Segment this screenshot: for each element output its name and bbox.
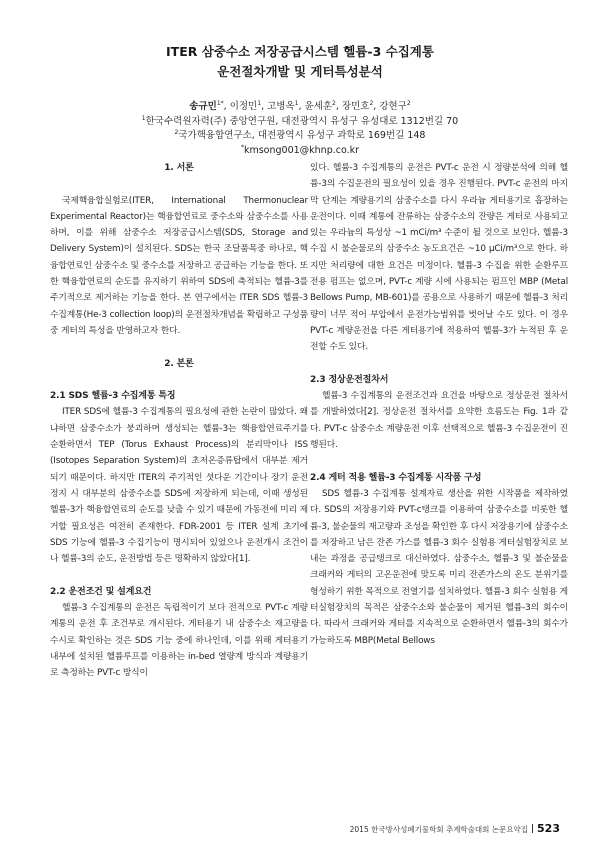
author-sup: 1*	[216, 99, 224, 107]
author-sup: 2	[332, 99, 336, 107]
affiliation-2	[0, 129, 600, 144]
page-number: 523	[537, 822, 560, 835]
email-sup: *	[240, 143, 244, 151]
section-heading-intro: 1. 서론	[164, 163, 194, 173]
author-name: 이정민	[229, 101, 258, 112]
author-sup: 1	[257, 99, 262, 107]
email	[0, 144, 600, 159]
conference-name: 2015 한국방사성폐기물학회 추계학술대회 논문요약집	[349, 825, 529, 834]
intro-paragraph: 국제핵융합실험로(ITER, International Thermonuclear Experimental Reactor)는 핵융합연료로 중수소와 삼중수소를 사용하며, 이를 위해 삼중수소 저장공급시스템(SDS, Storage and Delivery System)이 설치된다. SDS는 한국 조달품목중 하나로, 핵융합연료인 삼중수소 및 중수소를 저장하고 공급하는 기능을 한다. 또한 핵융합연료의 순도를 유지하기 위하여 SDS에 축적되는 헬륨-3를 주기적으로 제거하는 기능을 한다. 본 연구에서는 ITER SDS 헬륨-3 수집계통(He-3 collection loop)의 운전절차개념을 확립하고 구성품 중 게터의 특성을 반영하고자 한다.	[50, 195, 308, 336]
aff2-text: 국가핵융합연구소, 대전광역시 유성구 과학로 169번길 148	[178, 130, 426, 141]
aff1-sup: 1	[141, 114, 146, 122]
author-name: 강현구	[379, 101, 407, 112]
aff2-sup: 2	[174, 128, 179, 136]
footer-divider	[532, 824, 533, 833]
paper-title-line2: 운전절차개발 및 게터특성분석	[217, 64, 383, 79]
author-list: 송규민$^{1*}$, 이정민$^1$, 고병옥$^1$, 윤세훈$^2$, 장민호$^2$, 강현구$^2$	[189, 99, 411, 112]
aff1-text: 한국수력원자력(주) 중앙연구원, 대전광역시 유성구 유성대로 1312번길 70	[145, 115, 459, 127]
author-name: 윤세훈	[304, 101, 333, 112]
subsection-heading-2-2: 2.2 운전조건 및 설계요건	[50, 586, 152, 597]
author-block	[0, 100, 600, 158]
subsection-heading-2-4: 2.4 게터 적용 헬륨-3 수집계통 시작품 구성	[310, 472, 482, 483]
paragraph-2-2: 헬륨-3 수집계통의 운전은 독립적이기 보다 전적으로 PVT-c 계량계통의 운전 후 조건부로 개시된다. 게터용기 내 삼중수소 재고량을 수시로 확인하는 것은 SDS 기능 중에 하나인데, 이를 위해 게터용기 내부에 설치된 헬륨루프를 이용하는 in-bed 열량계 방식과 계량용기로 측정하는 PVT-c 방식이	[50, 603, 308, 679]
subsection-heading-2-1: 2.1 SDS 헬륨-3 수집계통 특징	[50, 391, 176, 402]
author-sup: 2	[369, 99, 374, 107]
left-column	[50, 160, 308, 682]
author-sup: 1	[294, 99, 299, 107]
page-footer	[330, 822, 560, 835]
paragraph-2-4: SDS 헬륨-3 수집계통 설계자료 생산을 위한 시작품을 제작하였다. SDS의 저장용기와 PVT-c탱크를 이용하여 삼중수소를 비롯한 헬륨-3, 불순물의 재고량과 조성을 확인한 후 다시 저장용기에 삼중수소를 저장하고 남은 잔존 가스를 헬륨-3 회수 실험용 게터실험장치로 보내는 과정을 공급탱크로 대신하였다. 삼중수소, 헬륨-3 및 불순물을 크래커와 게터의 고온운전에 맞도록 미리 잔존가스의 온도 분위기를 형성하기 위한 목적으로 전열기를 설치하였다. 헬륨-3 회수 실험용 게터실험장치의 목적은 삼중수소와 불순물이 제거된 헬륨-3의 회수이다. 따라서 크래커와 게터를 지속적으로 순환하면서 헬륨-3의 회수가 가능하도록 MBP(Metal Bellows	[310, 488, 568, 646]
paper-title-line1: ITER 삼중수소 저장공급시스템 헬륨-3 수집계통	[166, 44, 434, 59]
title-block	[0, 42, 600, 82]
email-text: kmsong001@khnp.co.kr	[243, 144, 360, 156]
paragraph-2-3: 헬륨-3 수집계통의 운전조건과 요건을 바탕으로 정상운전 절차서를 개발하였다[2]. 정상운전 절차서를 요약한 흐름도는 Fig. 1과 같다. PVT-c 삼중수소 계량운전 이후 선택적으로 헬륨-3 수집운전이 진행된다.	[310, 391, 568, 451]
section-heading-body: 2. 본론	[164, 358, 194, 369]
right-column	[310, 160, 568, 649]
paragraph-2-2-continued: 있다. 헬륨-3 수집계통의 운전은 PVT-c 운전 시 정량분석에 의해 헬륨-3의 수집운전의 필요성이 있을 경우 진행된다. PVT-c 운전의 마지막 단계는 계량용기의 삼중수소를 다시 우라늄 게터용기로 흡장하는 운전이다. 이때 계통에 잔류하는 삼중수소의 잔량은 게터로 사용되고 있는 우라늄의 특성상 ~1 mCi/m³ 수준이 될 것으로 보인다. 헬륨-3 수집 시 불순물로의 삼중수소 농도요건은 ~10 μCi/m³으로 한다. 하지만 처리량에 대한 요건은 미정이다. 헬륨-3 수집을 위한 순환루프 전용 펌프는 없으며, PVT-c 계량 시에 사용되는 펌프인 MBP (Metal Bellows Pump, MB-601)를 공용으로 사용하기 때문에 헬륨-3 처리량이 너무 적어 부압에서 운전가능범위를 벗어날 수도 있다. 이 경우 PVT-c 계량운전을 다른 게터용기에 적용하여 헬륨-3가 누적된 후 운전할 수도 있다.	[310, 163, 568, 353]
author-name: 고병옥	[267, 101, 295, 112]
paragraph-2-1: ITER SDS에 헬륨-3 수집계통의 필요성에 관한 논란이 많았다. 왜냐하면 삼중수소가 붕괴하며 생성되는 헬륨-3는 핵융합연료주기를 순환하면서 TEP (Torus Exhaust Process)의 분리막이나 ISS (Isotopes Separation System)의 초저온증류탑에서 대부분 제거되기 때문이다. 하지만 ITER의 주기적인 셧다운 기간이나 장기 운전정지 시 대부분의 삼중수소를 SDS에 저장하게 되는데, 이때 생성된 헬륨-3가 핵융합연료의 순도를 낮출 수 있기 때문에 가동전에 미리 제거할 필요성은 여전히 존재한다. FDR-2001 등 ITER 설계 초기에 SDS 기능에 헬륨-3 수집기능이 명시되어 있었으나 운전개시 조건이나 헬륨-3의 순도, 운전방법 등은 명확하지 않았다[1].	[50, 407, 308, 565]
subsection-heading-2-3: 2.3 정상운전절차서	[310, 374, 389, 385]
author-name: 송규민	[189, 101, 217, 112]
author-name: 장민호	[341, 101, 370, 112]
author-sup: 2	[406, 99, 411, 107]
affiliation-1	[0, 115, 600, 130]
